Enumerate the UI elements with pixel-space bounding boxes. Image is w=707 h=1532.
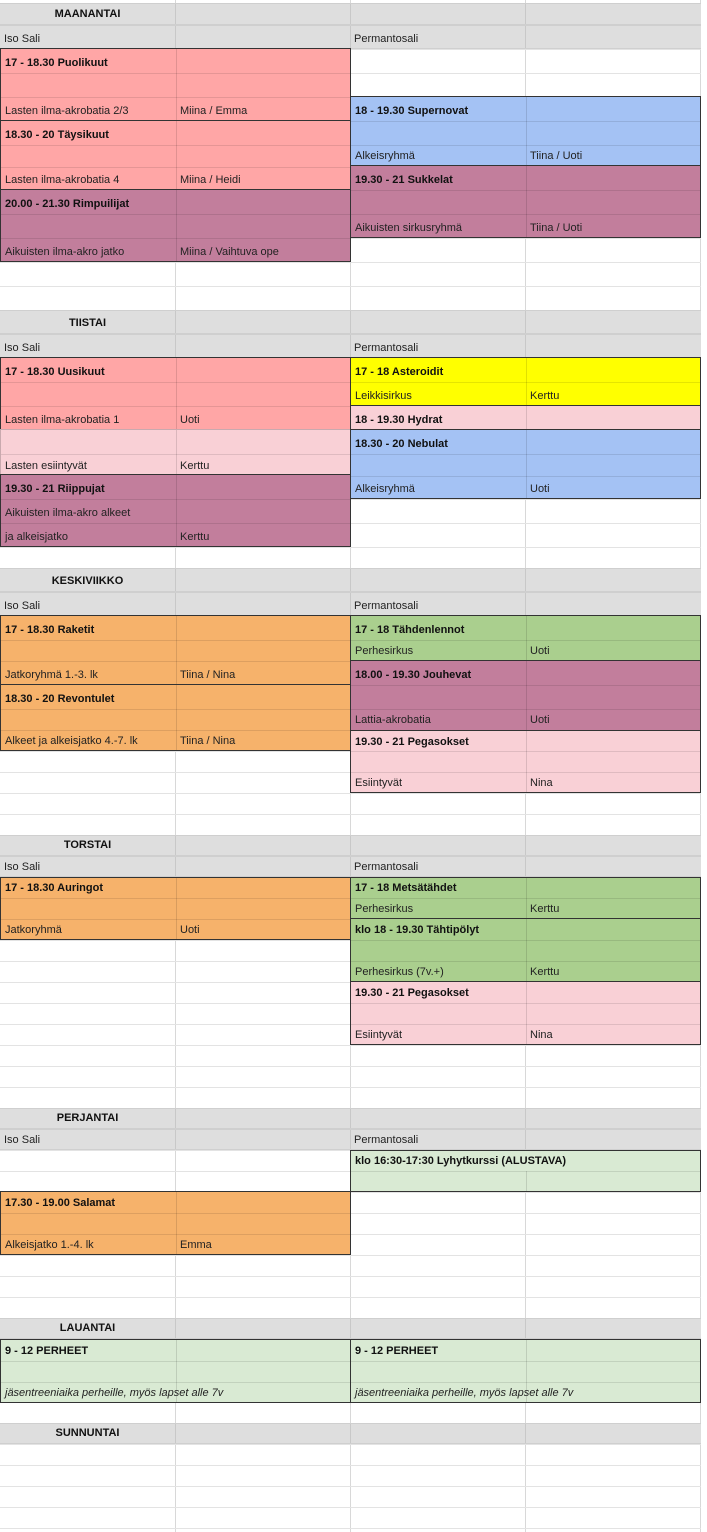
class-block-metsatahdet[interactable]: [350, 877, 701, 919]
class-title: 18 - 19.30 Supernovat: [355, 105, 469, 117]
day-title-sunday: SUNNUNTAI: [55, 1427, 120, 1439]
class-block-tahdenlennot[interactable]: [350, 615, 701, 661]
class-group: Perhesirkus (7v.+): [355, 966, 444, 978]
class-block-puolikuut[interactable]: [0, 48, 351, 121]
room-header-row: [0, 856, 701, 877]
row-line: [0, 814, 701, 815]
class-block-uusikuut[interactable]: [0, 357, 351, 430]
class-group: jäsentreeniaika perheille, myös lapset alle 7v: [5, 1387, 224, 1399]
class-instructor: Tiina / Nina: [180, 669, 236, 681]
class-block-tahtipolyt[interactable]: [350, 918, 701, 982]
class-instructor: Kerttu: [530, 390, 560, 402]
row-line: [0, 1255, 701, 1256]
row-line: [0, 1066, 701, 1067]
class-title: 9 - 12 PERHEET: [5, 1345, 89, 1357]
class-group: Aikuisten ilma-akro alkeet: [5, 507, 131, 519]
class-block-jouhevat[interactable]: [350, 660, 701, 731]
class-instructor: Tiina / Uoti: [530, 150, 583, 162]
row-line: [0, 1045, 701, 1046]
class-title: 17 - 18.30 Raketit: [5, 624, 95, 636]
class-title: klo 16:30-17:30 Lyhytkurssi (ALUSTAVA): [355, 1155, 567, 1167]
class-block-lyhytkurssi[interactable]: [350, 1150, 701, 1192]
class-instructor: Tiina / Uoti: [530, 222, 583, 234]
class-block-asteroidit[interactable]: [350, 357, 701, 406]
class-instructor: Kerttu: [530, 966, 560, 978]
room-label-right: Permantosali: [354, 342, 419, 354]
room-header-row: [0, 1129, 701, 1150]
class-title: 17 - 18 Tähdenlennot: [355, 624, 465, 636]
class-instructor: Miina / Emma: [180, 105, 248, 117]
row-line: [0, 286, 701, 287]
class-block-salamat[interactable]: [0, 1191, 351, 1255]
day-title-tuesday: TIISTAI: [68, 317, 107, 329]
class-group: Alkeet ja alkeisjatko 4.-7. lk: [5, 735, 138, 747]
class-block-perheet-right[interactable]: [350, 1339, 701, 1403]
class-block-rimpuilijat[interactable]: [0, 189, 351, 262]
class-group: Lasten ilma-akrobatia 4: [5, 174, 120, 186]
class-block-raketit[interactable]: [0, 615, 351, 685]
class-title: 17 - 18.30 Auringot: [5, 882, 104, 894]
room-label-right: Permantosali: [354, 600, 419, 612]
class-group: Aikuisten sirkusryhmä: [355, 222, 462, 234]
class-block-supernovat[interactable]: [350, 96, 701, 166]
day-title-wednesday: KESKIVIIKKO: [51, 575, 124, 587]
row-line: [0, 1276, 701, 1277]
class-title: 18.30 - 20 Nebulat: [355, 438, 448, 450]
row-line: [0, 1465, 701, 1466]
class-group: Lasten esiintyvät: [5, 460, 87, 472]
class-group: Jatkoryhmä: [5, 924, 62, 936]
row-line: [0, 793, 701, 794]
class-group: Lattia-akrobatia: [355, 714, 431, 726]
room-label-left: Iso Sali: [4, 342, 41, 354]
room-label-left: Iso Sali: [4, 33, 41, 45]
class-title: 19.30 - 21 Riippujat: [5, 483, 105, 495]
class-title: 18.30 - 20 Täysikuut: [5, 129, 109, 141]
class-block-perheet-left[interactable]: [0, 1339, 351, 1403]
row-line: [0, 1507, 701, 1508]
class-instructor: Uoti: [530, 483, 550, 495]
room-header-row: [0, 334, 701, 358]
room-header-row: [0, 25, 701, 49]
class-instructor: Miina / Vaihtuva ope: [180, 246, 279, 258]
class-title: 17 - 18.30 Uusikuut: [5, 366, 105, 378]
class-block-taysikuut[interactable]: [0, 120, 351, 190]
class-group: Lasten ilma-akrobatia 1: [5, 414, 120, 426]
class-instructor: Kerttu: [180, 460, 210, 472]
class-group: Jatkoryhmä 1.-3. lk: [5, 669, 98, 681]
class-title: 17 - 18 Asteroidit: [355, 366, 444, 378]
room-label-right: Permantosali: [354, 33, 419, 45]
class-group-line2: ja alkeisjatko: [5, 531, 68, 543]
class-instructor: Uoti: [530, 714, 550, 726]
class-block-hydrat[interactable]: [350, 405, 701, 430]
row-line: [0, 1087, 701, 1088]
room-label-left: Iso Sali: [4, 1134, 41, 1146]
class-group: Leikkisirkus: [355, 390, 412, 402]
class-block-riippujat[interactable]: [0, 474, 351, 547]
class-instructor: Emma: [180, 1239, 212, 1251]
class-block-pegasokset-wed[interactable]: [350, 730, 701, 793]
room-header-row: [0, 592, 701, 616]
class-title: 18 - 19.30 Hydrat: [355, 414, 443, 426]
day-title-friday: PERJANTAI: [56, 1112, 119, 1124]
row-line: [0, 1528, 701, 1529]
class-instructor: Uoti: [530, 645, 550, 657]
class-instructor: Uoti: [180, 924, 200, 936]
row-line: [0, 1297, 701, 1298]
class-block-sukkelat[interactable]: [350, 165, 701, 238]
class-block-pegasokset-thu[interactable]: [350, 981, 701, 1045]
room-label-right: Permantosali: [354, 1134, 419, 1146]
row-line: [0, 547, 701, 548]
class-group: Aikuisten ilma-akro jatko: [5, 246, 125, 258]
class-title: 19.30 - 21 Pegasokset: [355, 987, 469, 999]
class-group: Esiintyvät: [355, 777, 403, 789]
day-title-thursday: TORSTAI: [63, 839, 112, 851]
room-label-right: Permantosali: [354, 861, 419, 873]
class-title: 18.00 - 19.30 Jouhevat: [355, 669, 472, 681]
class-group: Perhesirkus: [355, 903, 414, 915]
class-title: 17 - 18.30 Puolikuut: [5, 57, 108, 69]
class-title: 9 - 12 PERHEET: [355, 1345, 439, 1357]
row-line: [0, 1444, 701, 1445]
class-title: 19.30 - 21 Pegasokset: [355, 736, 469, 748]
class-group: Lasten ilma-akrobatia 2/3: [5, 105, 129, 117]
class-title: 17.30 - 19.00 Salamat: [5, 1197, 116, 1209]
class-block-lasten-esiintyvat[interactable]: [0, 429, 351, 475]
class-group: jäsentreeniaika perheille, myös lapset alle 7v: [355, 1387, 574, 1399]
class-instructor: Nina: [530, 1029, 553, 1041]
class-instructor: Miina / Heidi: [180, 174, 241, 186]
class-block-auringot[interactable]: [0, 877, 351, 940]
class-instructor: Kerttu: [530, 903, 560, 915]
class-group: Alkeisryhmä: [355, 483, 415, 495]
day-title-monday: MAANANTAI: [54, 8, 121, 20]
class-instructor: Uoti: [180, 414, 200, 426]
class-title: 18.30 - 20 Revontulet: [5, 693, 115, 705]
class-group: Esiintyvät: [355, 1029, 403, 1041]
class-group: Perhesirkus: [355, 645, 414, 657]
row-line: [0, 262, 701, 263]
row-line: [0, 1486, 701, 1487]
class-title: klo 18 - 19.30 Tähtipölyt: [355, 924, 480, 936]
day-title-saturday: LAUANTAI: [59, 1322, 116, 1334]
class-block-revontulet[interactable]: [0, 684, 351, 751]
class-group: Alkeisryhmä: [355, 150, 415, 162]
room-label-left: Iso Sali: [4, 600, 41, 612]
class-title: 19.30 - 21 Sukkelat: [355, 174, 453, 186]
class-group: Alkeisjatko 1.-4. lk: [5, 1239, 94, 1251]
room-label-left: Iso Sali: [4, 861, 41, 873]
class-instructor: Kerttu: [180, 531, 210, 543]
class-title: 20.00 - 21.30 Rimpuilijat: [5, 198, 130, 210]
class-block-nebulat[interactable]: [350, 429, 701, 499]
class-title: 17 - 18 Metsätähdet: [355, 882, 457, 894]
class-instructor: Tiina / Nina: [180, 735, 236, 747]
class-instructor: Nina: [530, 777, 553, 789]
